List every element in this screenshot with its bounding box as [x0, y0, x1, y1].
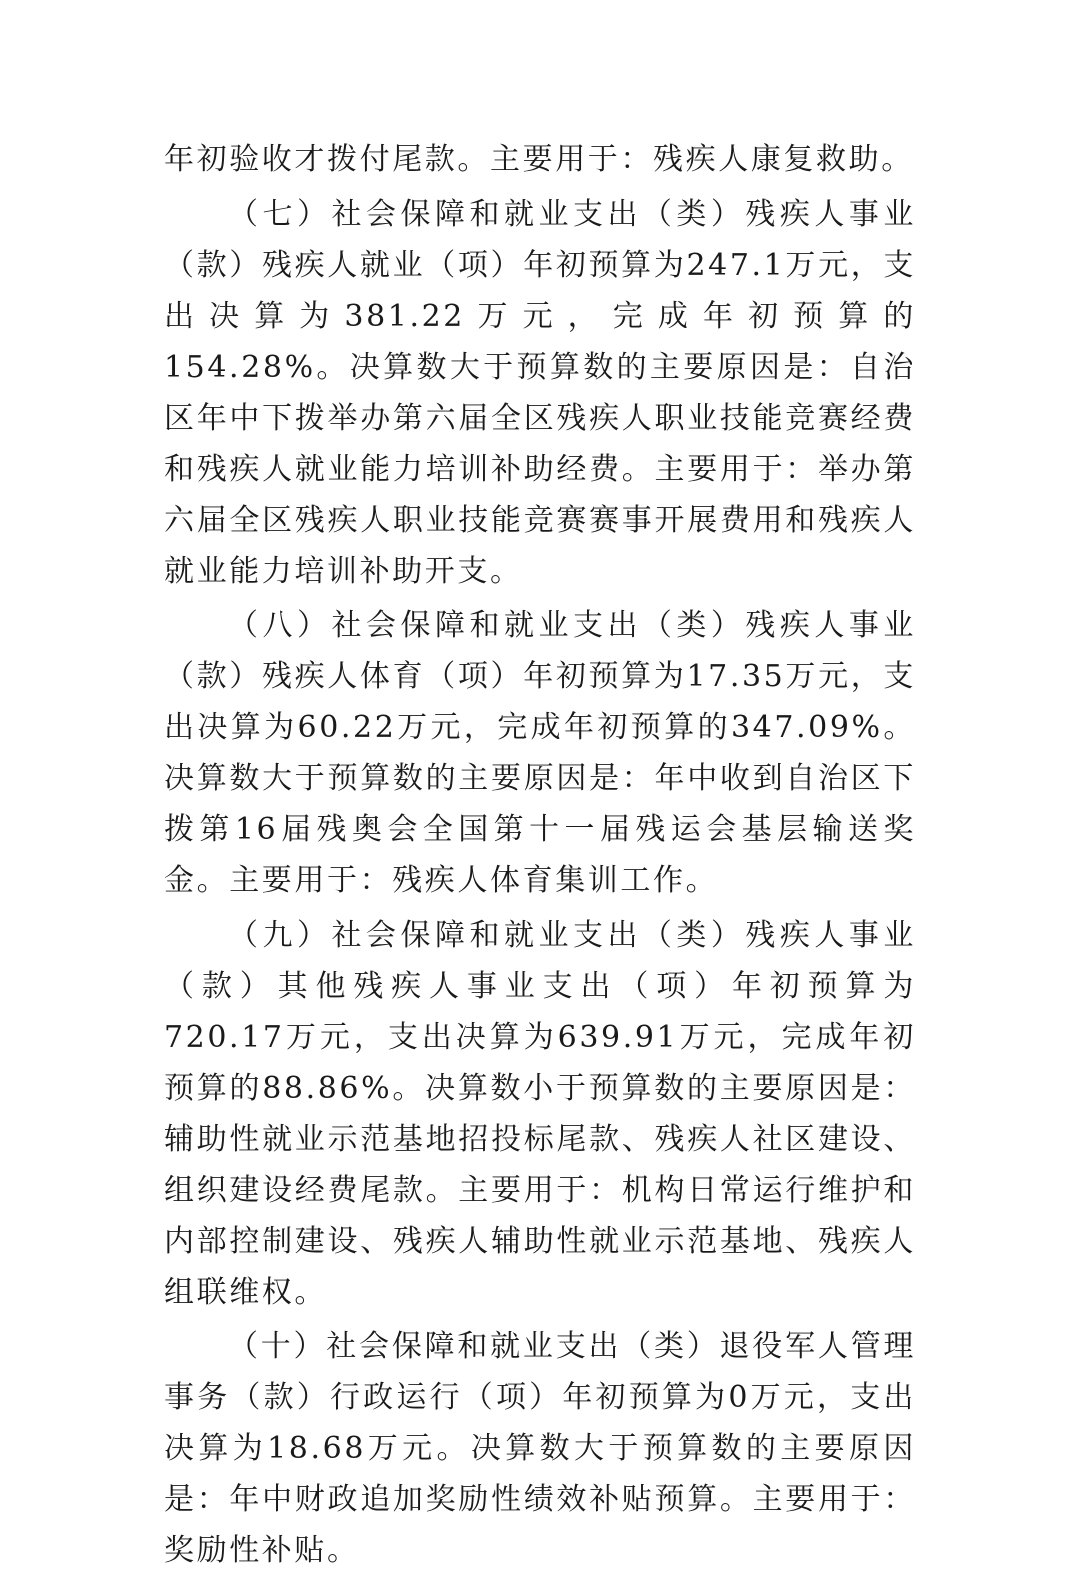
paragraph-item-7-disabled-employment: （七）社会保障和就业支出（类）残疾人事业（款）残疾人就业（项）年初预算为247.1万元，支出决算为381.22万元，完成年初预算的154.28%。决算数大于预算数的主要原因是：自治区年中下拨举办第六届全区残疾人职业技能竞赛经费和残疾人就业能力培训补助经费。主要用于：举办第六届全区残疾人职业技能竞赛赛事开展费用和残疾人就业能力培训补助开支。	[164, 196, 916, 589]
paragraph-item-8-disabled-sports: （八）社会保障和就业支出（类）残疾人事业（款）残疾人体育（项）年初预算为17.35万元，支出决算为60.22万元，完成年初预算的347.09%。决算数大于预算数的主要原因是：年中收到自治区下拨第16届残奥会全国第十一届残运会基层输送奖金。主要用于：残疾人体育集训工作。	[164, 608, 916, 898]
paragraph-item-10-veterans-administration: （十）社会保障和就业支出（类）退役军人管理事务（款）行政运行（项）年初预算为0万元，支出决算为18.68万元。决算数大于预算数的主要原因是：年中财政追加奖励性绩效补贴预算。主要用于：奖励性补贴。	[164, 1329, 916, 1568]
paragraph-continuation: 年初验收才拨付尾款。主要用于：残疾人康复救助。	[164, 142, 914, 177]
document-body	[164, 134, 916, 1576]
paragraph-item-9-other-disabled-affairs: （九）社会保障和就业支出（类）残疾人事业（款）其他残疾人事业支出（项）年初预算为720.17万元，支出决算为639.91万元，完成年初预算的88.86%。决算数小于预算数的主要原因是：辅助性就业示范基地招投标尾款、残疾人社区建设、组织建设经费尾款。主要用于：机构日常运行维护和内部控制建设、残疾人辅助性就业示范基地、残疾人组联维权。	[164, 917, 916, 1310]
